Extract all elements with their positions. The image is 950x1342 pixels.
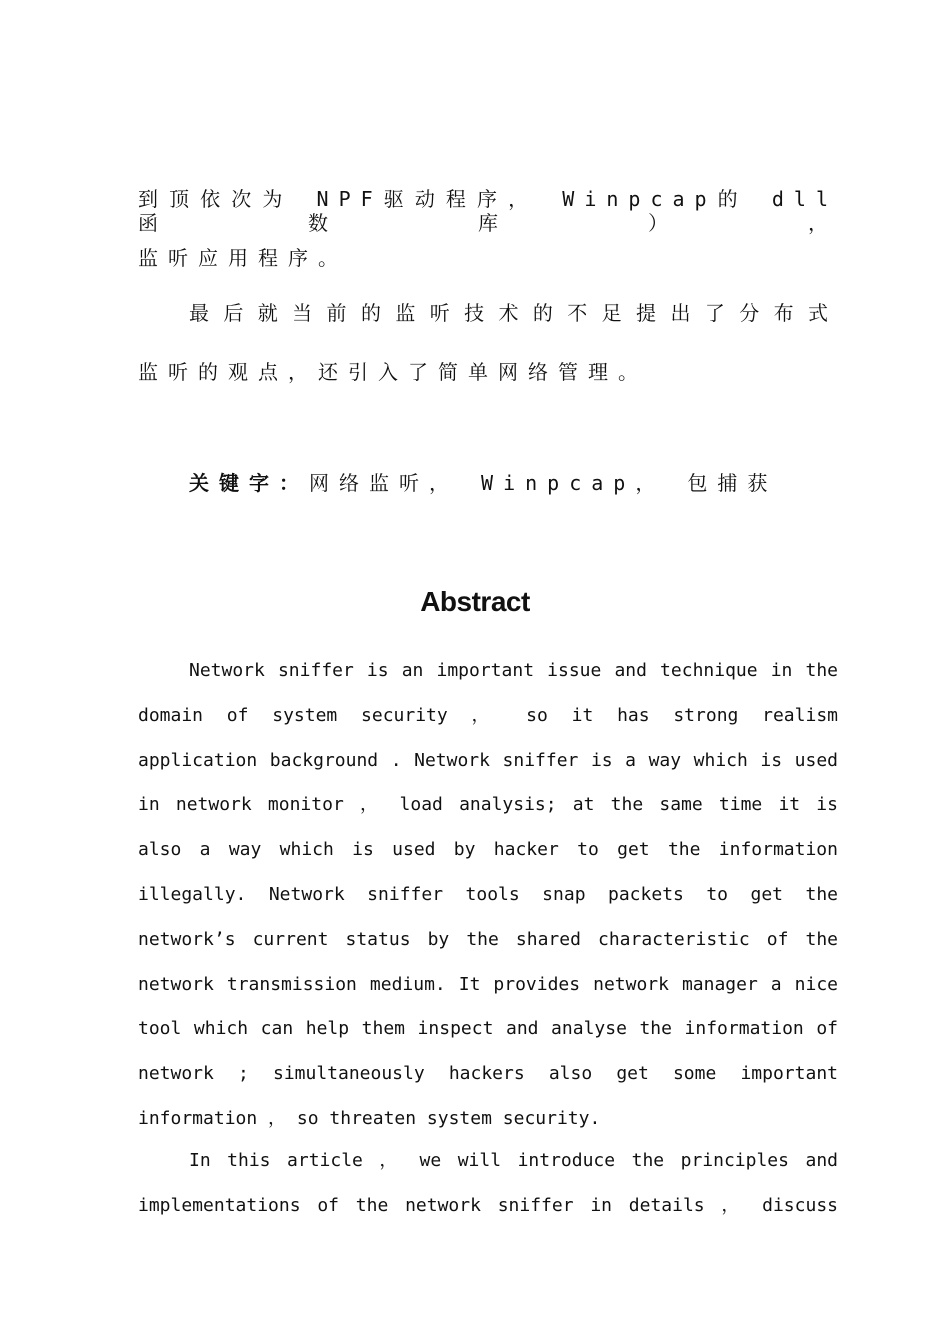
abstract-line-1: Network sniffer is an important issue and technique in the <box>189 660 838 681</box>
chinese-line-3: 最后就当前的监听技术的不足提出了分布式 <box>189 301 838 325</box>
keywords-line <box>189 471 838 495</box>
abstract-line-4: in network monitor ， load analysis; at the same time it is <box>138 794 838 815</box>
chinese-line-4: 监听的观点，还引入了简单网络管理。 <box>138 360 648 384</box>
abstract-line-11: information ， so threaten system security. <box>138 1108 601 1129</box>
abstract-line-9: tool which can help them inspect and analyse the information of <box>138 1018 838 1039</box>
abstract-line-2: domain of system security ， so it has strong realism <box>138 705 838 726</box>
abstract-line-12: In this article ， we will introduce the principles and <box>189 1150 838 1171</box>
keywords-label: 关键字： <box>189 471 309 495</box>
abstract-title: Abstract <box>420 586 530 617</box>
chinese-line-1: 到顶依次为 NPF驱动程序， Winpcap的 dll函数库）， <box>138 187 838 235</box>
abstract-line-8: network transmission medium. It provides network manager a nice <box>138 974 838 995</box>
abstract-line-5: also a way which is used by hacker to get the information <box>138 839 838 860</box>
abstract-line-10: network ; simultaneously hackers also get some important <box>138 1063 838 1084</box>
abstract-line-7: network’s current status by the shared characteristic of the <box>138 929 838 950</box>
keywords-value: 网络监听， Winpcap， 包捕获 <box>309 471 778 495</box>
abstract-line-13: implementations of the network sniffer in details ， discuss <box>138 1195 838 1216</box>
abstract-line-6: illegally. Network sniffer tools snap packets to get the <box>138 884 838 905</box>
chinese-line-2: 监听应用程序。 <box>138 246 348 270</box>
abstract-line-3: application background . Network sniffer is a way which is used <box>138 750 838 771</box>
